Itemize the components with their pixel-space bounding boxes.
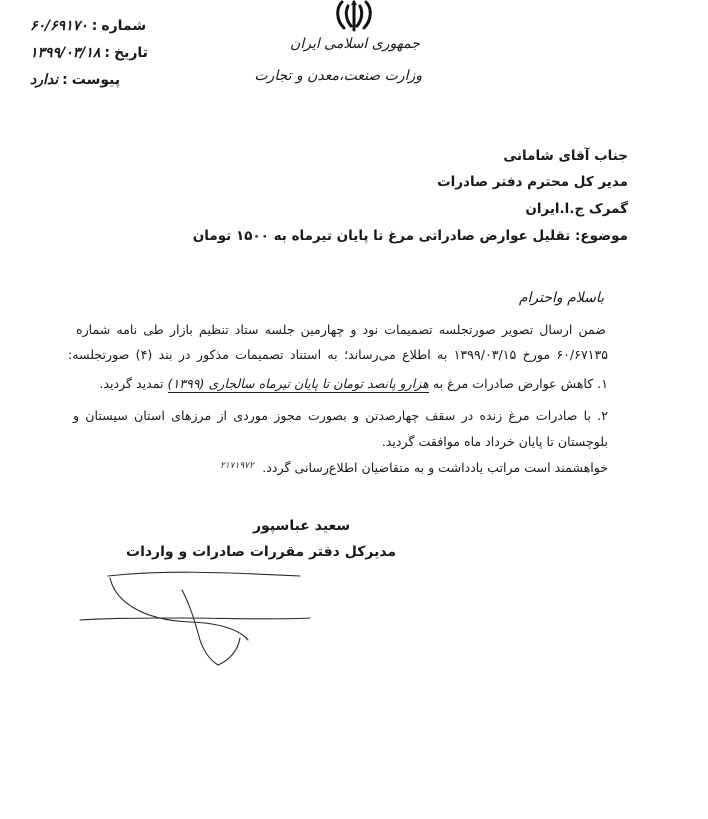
letter-number-row [30,18,180,40]
attachment-label: پیوست [71,72,121,88]
body-item-2-line-1: ۲. با صادرات مرغ زنده در سقف چهارصدتن و بصورت مجوز موردی از مرزهای استان سیستان و [73,408,608,423]
letter-date-value: ۱۳۹۹/۰۳/۱۸ [30,45,101,61]
item-1-suffix: تمدید گردید. [99,376,164,391]
republic-title: جمهوری اسلامی ایران [290,36,420,52]
separator: : [104,45,110,61]
letter-subject: موضوع: تقلیل عوارض صادراتی مرغ تا پایان تیرماه به ۱۵۰۰ تومان [192,228,628,244]
signatory-title: مدیرکل دفتر مقررات صادرات و واردات [126,544,397,560]
recipient-title: مدیر کل محترم دفتر صادرات [437,174,628,190]
recipient-name: جناب آقای شامانی [503,148,628,164]
separator: : [91,18,98,34]
body-line-1: ضمن ارسال تصویر صورتجلسه تصمیمات نود و چهارمین جلسه ستاد تنظیم بازار طی نامه شماره [76,322,606,337]
recipient-organization: گمرک ج.ا.ایران [525,201,628,217]
item-1-prefix: ۱. کاهش عوارض صادرات مرغ به [432,376,608,391]
attachment-value: ندارد [30,72,59,88]
separator: : [62,72,68,88]
body-item-2-line-2: بلوچستان تا پایان خرداد ماه موافقت گردید. [381,434,608,449]
signatory-name: سعید عباسپور [253,518,351,534]
closing-line: خواهشمند است مراتب یادداشت و به متقاضیان اطلاع‌رسانی گردد. [262,460,608,475]
handwritten-signature [70,560,320,675]
reference-number: ۲۱۷۱۹۷۲ [220,461,254,471]
letter-date-label: تاریخ [114,45,148,61]
body-line-2: ۶۰/۶۷۱۳۵ مورخ ۱۳۹۹/۰۳/۱۵ به اطلاع می‌رساند؛ به استناد تصمیمات مذکور در بند (۴) صورتجلسه: [68,347,608,362]
iran-emblem-icon [330,0,378,34]
body-item-1 [99,376,608,391]
attachment-row [30,72,180,94]
item-1-emphasis: هزارو پانصد تومان تا پایان تیرماه سالجاری (۱۳۹۹) [167,376,429,391]
ministry-title: وزارت صنعت،معدن و تجارت [254,68,422,84]
letter-number-value: ۶۰/۶۹۱۷۰ [30,18,88,34]
letter-number-label: شماره [101,18,147,34]
salutation: باسلام واحترام [518,290,604,306]
letter-date-row [30,45,180,67]
